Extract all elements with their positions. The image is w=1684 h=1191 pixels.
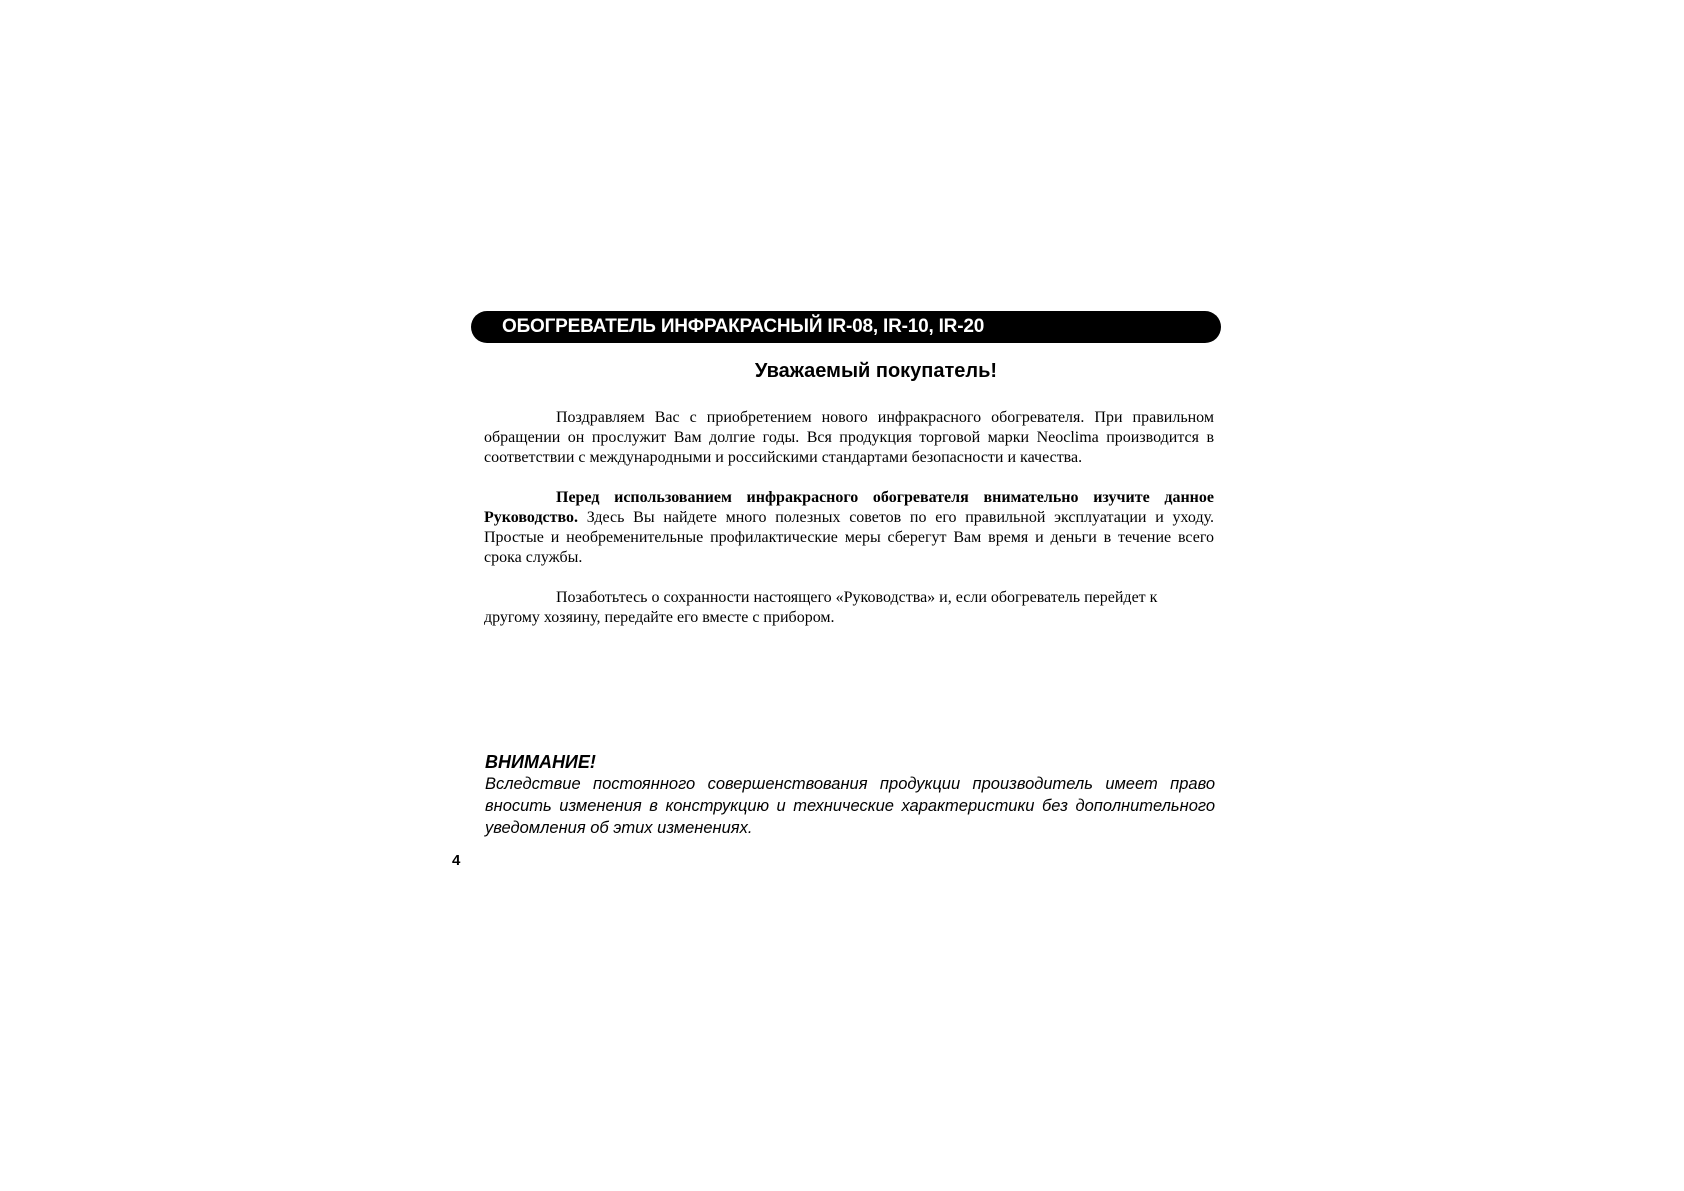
document-title: ОБОГРЕВАТЕЛЬ ИНФРАКРАСНЫЙ IR-08, IR-10, IR-20	[502, 316, 985, 337]
paragraph-congratulations: Поздравляем Вас с приобретением нового инфракрасного обогревателя. При правильном обращении он прослужит Вам долгие годы. Вся продукция торговой марки Neoclima производится в соответствии с международными и российскими стандартами безопасности и качества.	[484, 409, 1214, 466]
paragraph-instructions	[484, 488, 1214, 568]
instructions-emphasis: Перед использованием инфракрасного обогревателя внимательно изучите данное Руководство.	[484, 489, 1214, 526]
greeting-heading: Уважаемый покупатель!	[754, 360, 998, 382]
intro-text	[484, 408, 1214, 648]
page-number: 4	[452, 852, 461, 869]
title-bar	[471, 311, 1221, 343]
warning-text: Вследствие постоянного совершенствования продукции производитель имеет право вносить изменения в конструкцию и технические характеристики без дополнительного уведомления об этих изменениях.	[485, 775, 1215, 837]
instructions-rest: Здесь Вы найдете много полезных советов по его правильной эксплуатации и уходу. Простые и необременительные профилактические меры сберегут Вам время и деньги в течение всего срока службы.	[484, 509, 1214, 566]
paragraph-keep-manual: Позаботьтесь о сохранности настоящего «Руководства» и, если обогреватель перейдет к другому хозяину, передайте его вместе с прибором.	[484, 589, 1158, 626]
warning-title: ВНИМАНИЕ!	[485, 752, 596, 772]
warning-block	[485, 751, 1215, 839]
